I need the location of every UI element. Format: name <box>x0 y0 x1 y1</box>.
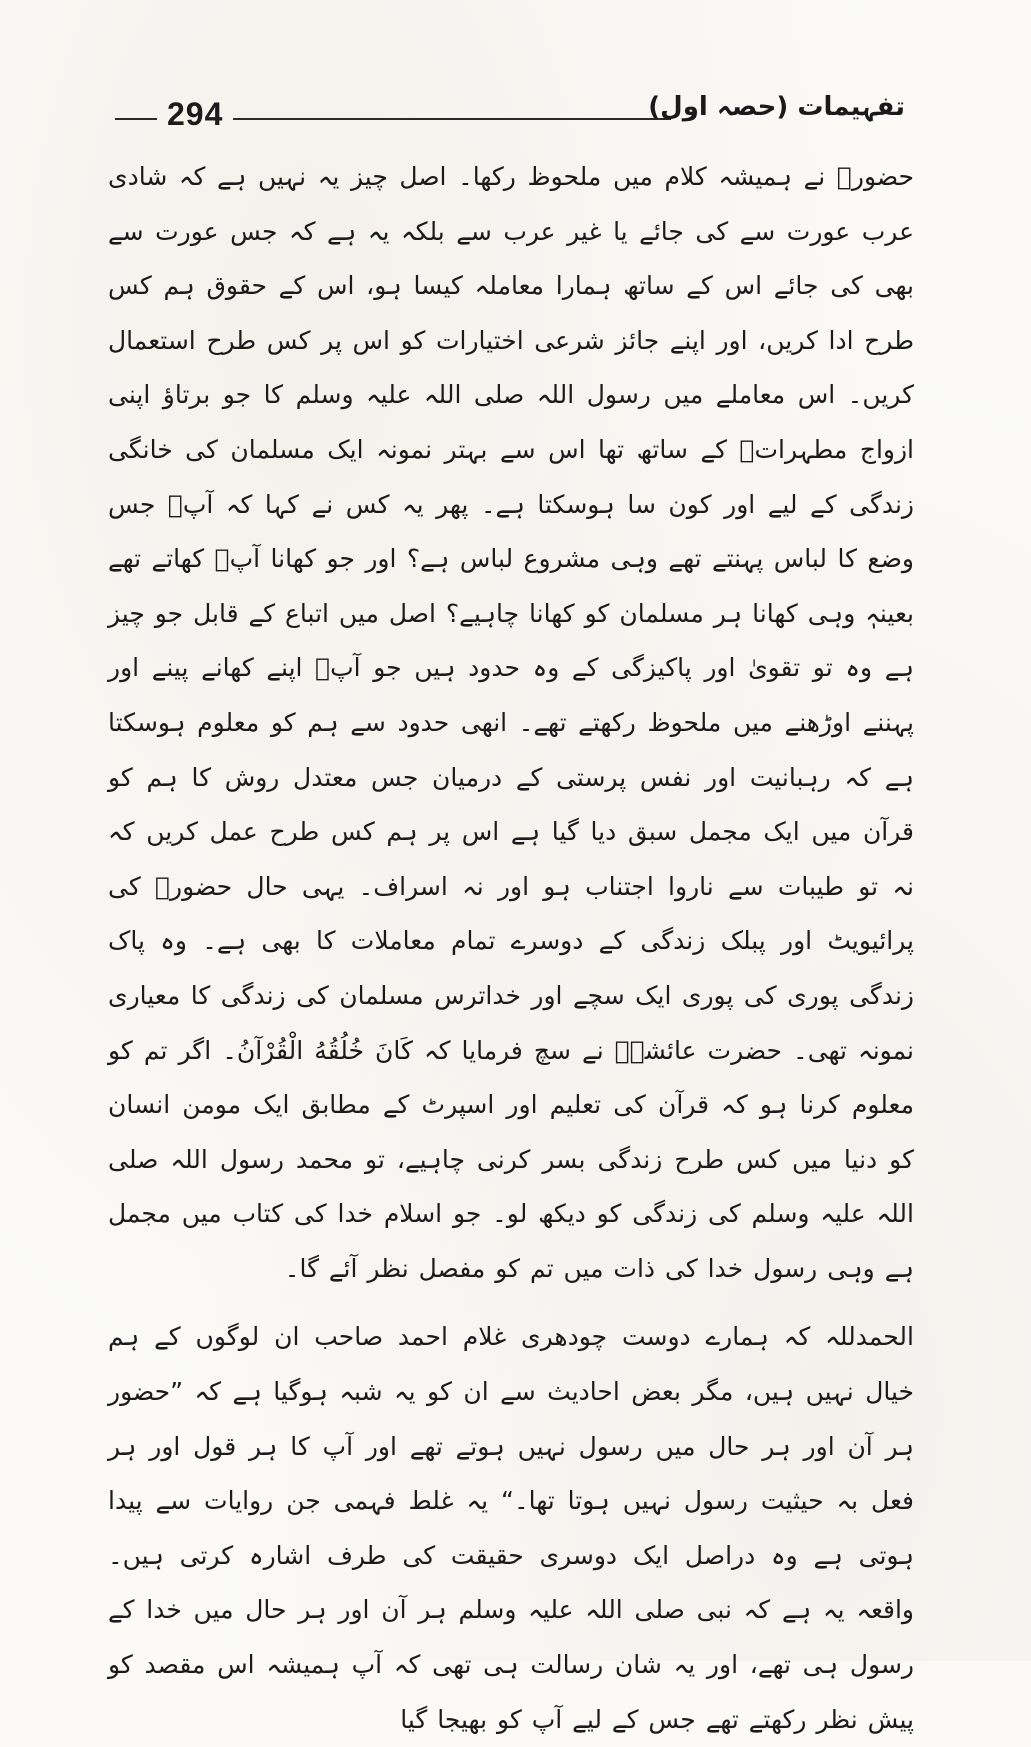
page-header <box>115 92 905 138</box>
page-number: 294 <box>167 96 224 132</box>
paragraph-1: حضورؐ نے ہمیشہ کلام میں ملحوظ رکھا۔ اصل چیز یہ نہیں ہے کہ شادی عرب عورت سے کی جائے یا غیر عرب سے بلکہ یہ ہے کہ جس عورت سے بھی کی جائے اس کے ساتھ ہمارا معاملہ کیسا ہو، اس کے حقوق ہم کس طرح ادا کریں، اور اپنے جائز شرعی اختیارات کو اس پر کس طرح استعمال کریں۔ اس معاملے میں رسول اللہ صلی اللہ علیہ وسلم کا جو برتاؤ اپنی ازواج مطہراتؓ کے ساتھ تھا اس سے بہتر نمونہ ایک مسلمان کی خانگی زندگی کے لیے اور کون سا ہوسکتا ہے۔ پھر یہ کس نے کہا کہ آپؐ جس وضع کا لباس پہنتے تھے وہی مشروع لباس ہے؟ اور جو کھانا آپؐ کھاتے تھے بعینہٖ وہی کھانا ہر مسلمان کو کھانا چاہیے؟ اصل میں اتباع کے قابل جو چیز ہے وہ تو تقویٰ اور پاکیزگی کے وہ حدود ہیں جو آپؐ اپنے کھانے پینے اور پہننے اوڑھنے میں ملحوظ رکھتے تھے۔ انھی حدود سے ہم کو معلوم ہوسکتا ہے کہ رہبانیت اور نفس پرستی کے درمیان جس معتدل روش کا ہم کو قرآن میں ایک مجمل سبق دیا گیا ہے اس پر ہم کس طرح عمل کریں کہ نہ تو طیبات سے ناروا اجتناب ہو اور نہ اسراف۔ یہی حال حضورؐ کی پرائیویٹ اور پبلک زندگی کے دوسرے تمام معاملات کا بھی ہے۔ وہ پاک زندگی پوری کی پوری ایک سچے اور خداترس مسلمان کی زندگی کا معیاری نمونہ تھی۔ حضرت عائشہؓ نے سچ فرمایا کہ کَانَ خُلُقُهُ الْقُرْآنُ۔ اگر تم کو معلوم کرنا ہو کہ قرآن کی تعلیم اور اسپرٹ کے مطابق ایک مومن انسان کو دنیا میں کس طرح زندگی بسر کرنی چاہیے، تو محمد رسول اللہ صلی اللہ علیہ وسلم کی زندگی کو دیکھ لو۔ جو اسلام خدا کی کتاب میں مجمل ہے وہی رسول خدا کی ذات میں تم کو مفصل نظر آئے گا۔ <box>108 162 914 1283</box>
paragraph-2: الحمدللہ کہ ہمارے دوست چودھری غلام احمد صاحب ان لوگوں کے ہم خیال نہیں ہیں، مگر بعض احادیث سے ان کو یہ شبہ ہوگیا ہے کہ ”حضور ہر آن اور ہر حال میں رسول نہیں ہوتے تھے اور آپ کا ہر قول اور ہر فعل بہ حیثیت رسول نہیں ہوتا تھا۔“ یہ غلط فہمی جن روایات سے پیدا ہوتی ہے وہ دراصل ایک دوسری حقیقت کی طرف اشارہ کرتی ہیں۔ واقعہ یہ ہے کہ نبی صلی اللہ علیہ وسلم ہر آن اور ہر حال میں خدا کے رسول ہی تھے، اور یہ شان رسالت ہی تھی کہ آپ ہمیشہ اس مقصد کو پیش نظر رکھتے تھے جس کے لیے آپ کو بھیجا گیا <box>108 1322 914 1734</box>
running-title: تفہیمات (حصہ اول) <box>648 92 905 122</box>
header-rule-left <box>115 118 157 120</box>
body-text <box>108 150 914 1747</box>
header-rule-middle <box>233 118 671 120</box>
